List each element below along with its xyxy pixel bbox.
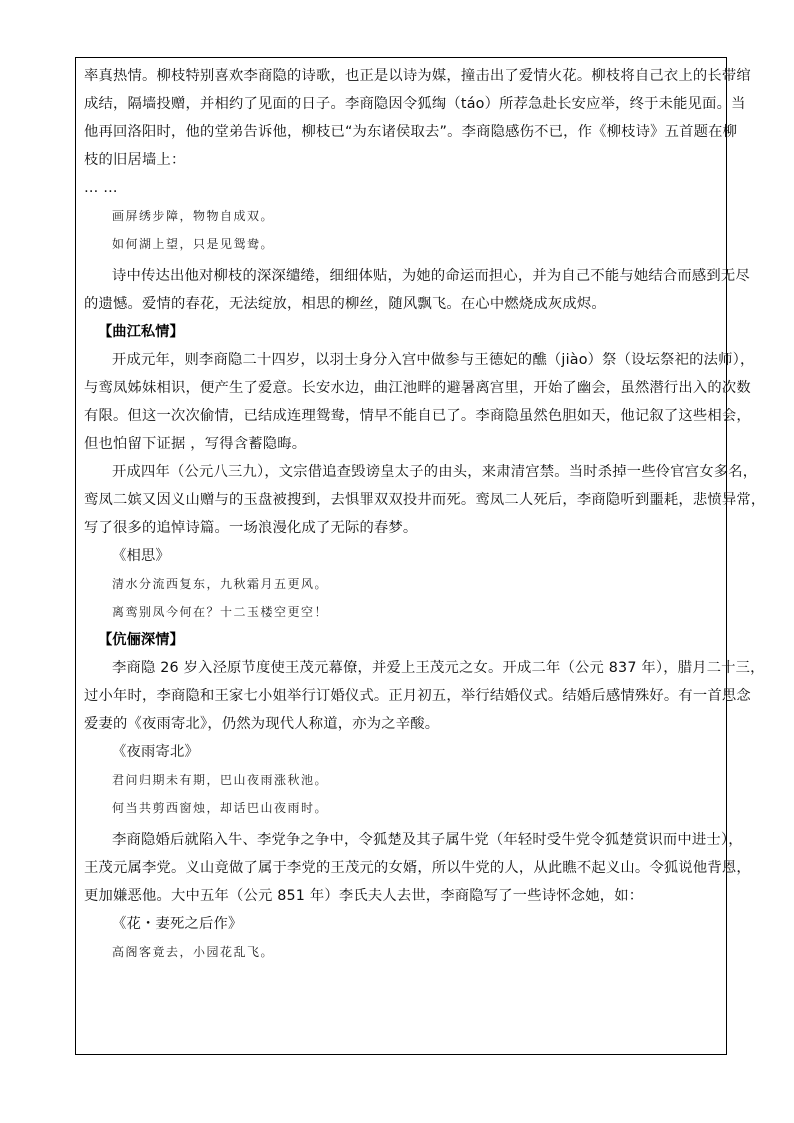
poem-line: 何当共剪西窗烛，却话巴山夜雨时。: [112, 801, 329, 815]
paragraph-line: 李商隐婚后就陷入牛、李党争之争中，令狐楚及其子属牛党（年轻时受牛党令狐楚赏识而中进士），: [112, 832, 743, 848]
section-heading: 【伉俪深情】: [98, 632, 184, 648]
article-body: [84, 62, 766, 966]
poem-line: 如何湖上望，只是见鸳鸯。: [112, 237, 275, 251]
poem-title: 《相思》: [112, 548, 170, 564]
paragraph-line: 王茂元属李党。义山竟做了属于李党的王茂元的女婿，所以牛党的人，从此瞧不起义山。令狐说他背恩，: [84, 860, 751, 876]
section-heading: 【曲江私情】: [98, 324, 184, 340]
paragraph-line: 李商隐 26 岁入泾原节度使王茂元幕僚，并爱上王茂元之女。开成二年（公元 837 年），腊月二十三，: [112, 660, 765, 676]
ellipsis: … …: [84, 180, 118, 196]
poem-line: 君问归期未有期，巴山夜雨涨秋池。: [112, 773, 329, 787]
paragraph-line: 他再回洛阳时，他的堂弟告诉他，柳枝已“为东诸侯取去”。李商隐感伤不已，作《柳枝诗》五首题在柳: [84, 124, 738, 140]
paragraph-line: 开成元年，则李商隐二十四岁，以羽士身分入宫中做参与王德妃的醮（jiào）祭（设坛祭祀的法师），: [112, 352, 755, 368]
poem-line: 清水分流西复东，九秋霜月五更风。: [112, 577, 329, 591]
poem-title: 《夜雨寄北》: [112, 744, 199, 760]
paragraph-line: 与鸾凤姊妹相识，便产生了爱意。长安水边，曲江池畔的避暑离宫里，开始了幽会，虽然潜行出入的次数: [84, 380, 751, 396]
poem-line: 画屏绣步障，物物自成双。: [112, 209, 275, 223]
paragraph-line: 率真热情。柳枝特别喜欢李商隐的诗歌，也正是以诗为媒，撞击出了爱情火花。柳枝将自己衣上的长带绾: [84, 68, 751, 84]
paragraph-line: 枝的旧居墙上：: [84, 152, 186, 168]
content-table-cell: [75, 57, 766, 1055]
paragraph-line: 爱妻的《夜雨寄北》，仍然为现代人称道，亦为之辛酸。: [84, 716, 440, 732]
paragraph-line: 有限。但这一次次偷情，已结成连理鸳鸯，情早不能自已了。李商隐虽然色胆如天，他记叙了这些相会，: [84, 408, 751, 424]
paragraph-line: 开成四年（公元八三九），文宗借追查毁谤皇太子的由头，来肃清宫禁。当时杀掉一些伶官宫女多名，: [112, 464, 758, 480]
paragraph-line: 过小年时，李商隐和王家七小姐举行订婚仪式。正月初五，举行结婚仪式。结婚后感情殊好。有一首思念: [84, 688, 751, 704]
poem-line: 高阁客竟去，小园花乱飞。: [112, 945, 275, 959]
paragraph-line: 鸾凤二嫔又因义山赠与的玉盘被搜到，去惧罪双双投井而死。鸾凤二人死后，李商隐听到噩耗，悲愤异常，: [84, 492, 766, 508]
paragraph-line: 的遗憾。爱情的春花，无法绽放，相思的柳丝，随风飘飞。在心中燃烧成灰成烬。: [84, 296, 606, 312]
paragraph-line: 写了很多的追悼诗篇。一场浪漫化成了无际的春梦。: [84, 520, 418, 536]
paragraph-line: 但也怕留下证据 ，写得含蓄隐晦。: [84, 436, 307, 452]
paragraph-line: 更加嫌恶他。大中五年（公元 851 年）李氏夫人去世，李商隐写了一些诗怀念她，如：: [84, 888, 644, 904]
paragraph-line: 诗中传达出他对柳枝的深深缱绻，细细体贴，为她的命运而担心，并为自己不能与她结合而感到无尽: [112, 268, 750, 284]
poem-title: 《花・妻死之后作》: [112, 916, 243, 932]
poem-line: 离鸾别凤今何在？十二玉楼空更空！: [112, 605, 329, 619]
paragraph-line: 成结，隔墙投赠，并相约了见面的日子。李商隐因令狐绹（táo）所荐急赴长安应举，终于未能见面。当: [84, 96, 746, 112]
